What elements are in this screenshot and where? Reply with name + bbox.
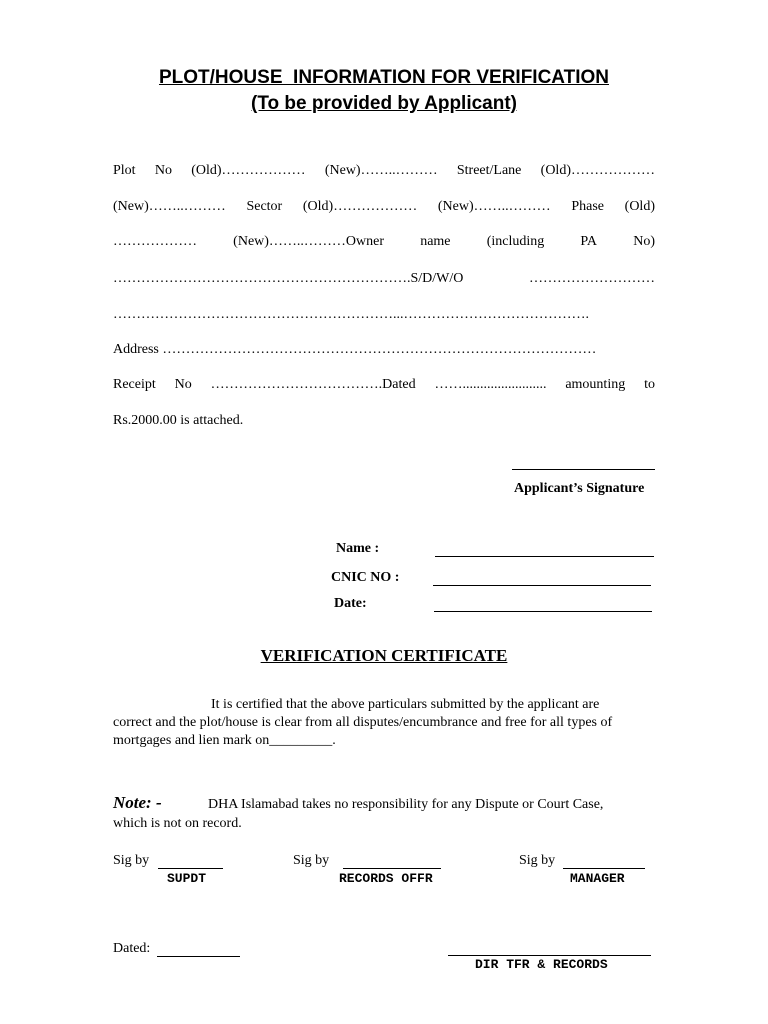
fee-text: Rs.2000.00 is attached. (113, 413, 244, 428)
street-new-field: (New)……..……… (113, 199, 226, 214)
sector-old-field: (Old)……………… (302, 199, 418, 214)
street-old-field: (Old)……………… (540, 163, 655, 178)
form-line-4 (113, 271, 655, 287)
form-word: name (420, 234, 451, 249)
form-word: No) (633, 234, 655, 249)
records-offr-title: RECORDS OFFR (339, 871, 433, 886)
form-word: PA (580, 234, 598, 249)
note-text-line-1: DHA Islamabad takes no responsibility for any Dispute or Court Case, (208, 797, 604, 812)
sig-by-label: Sig by (293, 853, 330, 868)
sig-by-label: Sig by (113, 853, 150, 868)
applicant-signature-line (512, 469, 655, 470)
relation-name-field: ……………………………………………………...…………………………………. (113, 307, 589, 322)
sig-by-label: Sig by (519, 853, 556, 868)
sector-new-field: (New)……..……… (437, 199, 551, 214)
form-subtitle: (To be provided by Applicant) (251, 93, 517, 114)
applicant-signature-label: Applicant’s Signature (514, 481, 645, 496)
name-line (435, 556, 654, 557)
certificate-title: VERIFICATION CERTIFICATE (260, 646, 508, 665)
date-line (434, 611, 652, 612)
phase-new-field: (New)……..………Owner (233, 234, 385, 249)
plot-no-old-field: (Old)……………… (191, 163, 306, 178)
lien-end: . (332, 733, 336, 748)
certificate-line-1: It is certified that the above particulars submitted by the applicant are (211, 697, 600, 712)
supdt-title: SUPDT (167, 871, 207, 886)
form-line-2 (113, 199, 655, 215)
plot-no-new-field: (New)……..……… (324, 163, 438, 178)
name-label: Name : (336, 541, 380, 556)
form-line-3 (113, 234, 655, 250)
date-label: Date: (334, 596, 367, 611)
lien-text: mortgages and lien mark on (113, 733, 270, 748)
form-word: Sector (246, 199, 283, 214)
form-word: No (154, 163, 172, 178)
form-word: Street/Lane (456, 163, 522, 178)
cnic-label: CNIC NO : (331, 570, 400, 585)
owner-name-field: ……………………………………………………….S/D/W/O (113, 271, 464, 286)
records-offr-signature-line (343, 868, 441, 869)
certificate-line-2: correct and the plot/house is clear from all disputes/encumbrance and free for all types of (113, 715, 613, 730)
note-label: Note: - (113, 793, 162, 812)
dated-label: Dated: (113, 941, 151, 956)
receipt-no-field: ……………………………….Dated (210, 377, 416, 392)
supdt-signature-line (158, 868, 223, 869)
address-field: Address ………………………………………………………………………………… (113, 342, 597, 357)
relation-field: ……………………… (529, 271, 655, 286)
manager-signature-line (563, 868, 645, 869)
manager-title: MANAGER (570, 871, 625, 886)
form-line-8 (113, 413, 655, 429)
certificate-body (113, 696, 655, 750)
cnic-line (433, 585, 651, 586)
form-word: Phase (571, 199, 604, 214)
form-line-7 (113, 377, 655, 393)
form-word: amounting (565, 377, 626, 392)
form-word: to (644, 377, 655, 392)
form-line-1 (113, 163, 655, 179)
form-word: (Old) (624, 199, 655, 214)
lien-blank: _________ (269, 733, 333, 748)
form-line-6 (113, 342, 655, 358)
form-title: PLOT/HOUSE INFORMATION FOR VERIFICATION (158, 67, 609, 88)
dir-title: DIR TFR & RECORDS (475, 957, 608, 972)
receipt-date-field: ……........................ (434, 377, 547, 392)
form-word: Plot (113, 163, 136, 178)
form-word: No (174, 377, 192, 392)
dir-signature-line (448, 955, 651, 956)
dated-line (157, 956, 240, 957)
note-text-line-2: which is not on record. (113, 816, 242, 831)
phase-old-field: ……………… (113, 234, 197, 249)
certificate-line-3 (113, 732, 655, 750)
form-line-5 (113, 307, 655, 323)
form-word: (including (486, 234, 545, 249)
form-word: Receipt (113, 377, 156, 392)
